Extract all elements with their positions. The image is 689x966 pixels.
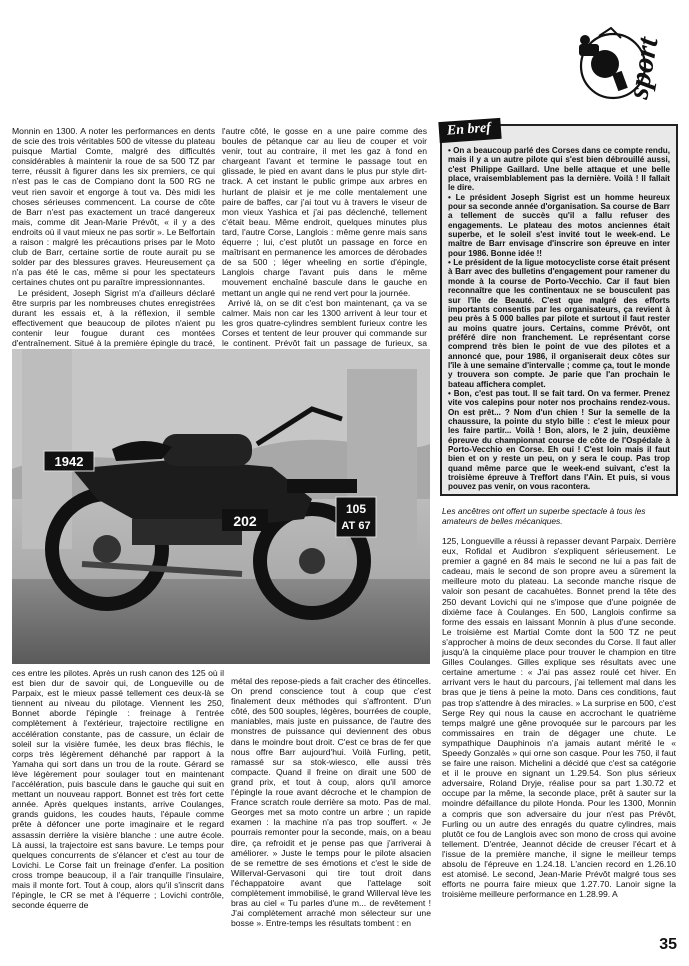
article-column-top-right xyxy=(222,126,427,378)
en-bref-box xyxy=(440,120,678,496)
page-number: 35 xyxy=(659,936,677,953)
article-paragraph: ces entre les pilotes. Après un rush canon des 125 où il est bien dur de savoir qui, de Longueville ou de Parpaix, est le mieux passé tellement ces deux-là se tiennent au niveau du pilotage. Viennent les 250, Bonnet aborde l'épingle : freinage à l'entrée complètement à l'extérieur, trajectoire rectiligne en accélération constante, pas de cassure, un éclair de soleil sur la visière fumée, les deux bras fléchis, le corps très légèrement déhanché par rapport à la Yamaha qui sort dans un trou de la route. Gérard se lève légèrement pour soulager tout en maintenant l'accélération, puis bascule dans le gauche qui suit en mettant un nouveau rapport. Bonnet est très fort cette année. Après quelques instants, arrive Coulanges, grands guidons, les coudes hauts, l'épaule comme prête à défoncer une porte imaginaire et le regard assassin derrière la visière blanche : une autre école. Là aussi, la trajectoire est sans bavure. Le temps pour quelques concurrents de s'élancer et c'est au tour de Lovichi. Le Corse fait un freinage d'enfer. La position cross trompe beaucoup, il a l'air tranquille l'insulaire, mais il monte fort. Tout à coup, alors qu'il s'inscrit dans l'épingle, le CR se met à l'équerre ; Lovichi contrôle, seconde équerre de xyxy=(12,668,224,911)
article-paragraph: Le président, Joseph Sigrist m'a d'ailleurs déclaré être surpris par les nombreuses chutes enregistrées durant les essais et, à la réflexion, il semble effectivement que beaucoup de pilotes n'aient pu contenir leur fougue durant ces montées d'entraînement. Situé à la première épingle du tracé, xyxy=(12,287,215,348)
sport-logo xyxy=(555,22,673,114)
en-bref-title: En bref xyxy=(438,118,501,143)
motorcycle-photo xyxy=(12,349,430,664)
article-column-bottom-left xyxy=(12,668,224,910)
en-bref-body xyxy=(448,146,670,492)
photo-caption: Les ancêtres ont offert un superbe spectacle à tous les amateurs de belles mécaniques. xyxy=(442,506,646,526)
plate-left-text: 1942 xyxy=(54,454,84,469)
article-column-bottom-middle xyxy=(231,676,431,928)
article-column-bottom-right xyxy=(442,536,676,899)
brief-paragraph: • On a beaucoup parlé des Corses dans ce compte rendu, mais il y a un autre pilote qui s'est bien débrouillé aussi, c'est Philippe Gaillard. Une belle attaque et une belle place, vraisemblablement pas la dernière. Voilà ! Il fallait le dire. xyxy=(448,146,670,193)
plate-right-top-text: 105 xyxy=(345,502,367,516)
article-column-top-left xyxy=(12,126,215,378)
plate-front-text: 202 xyxy=(233,513,257,529)
article-paragraph: métal des repose-pieds a fait cracher des étincelles. On prend conscience tout à coup que c'est finalement deux méthodes qui s'affrontent. D'un côté, des 500 souples, légères, bourrées de couple, maniables, mais juste en puissance, de l'autre des monstres de puissance qui deviennent des obus dans le moindre bout droit. C'est ce bras de fer que nous offre Barr aujourd'hui. Voilà Furling, petit, ramassé sur sa stok-wiesco, elle aussi très compacte. Quand il freine on dirait une 500 de grand prix, et tout à coup, alors qu'il amorce l'épingle la roue avant décroche et le champion de France scratch roule derrière sa moto. Pas de mal. Georges met sa moto contre un arbre ; un rapide examen : la machine n'a pas trop souffert. « Je pourrais remonter pour la seconde, mais, on a beau dire, ça refroidit et je pense pas que j'arriverai à améliorer. » Juste le temps pour le pilote alsacien de se remettre de ses émotions et c'est le side de Willerval-Gervasoni qui tire tout droit dans l'échappatoire avant que l'attelage soit complètement immobilisé, le grand Willerval lève les bras au ciel « Tu parles d'une m... de revêtement ! J'ai complètement arraché mon sélecteur sur une bosse ». Entre-temps les résultats tombent : en xyxy=(231,676,431,929)
article-paragraph: l'autre côté, le gosse en a une paire comme des boules de pétanque car au lieu de couper et voir venir, tout au contraire, il met les gaz à fond en chargeant l'avant et termine le passage tout en glissade, le pied en avant dans le plus pur style dirt-track. A cet instant le public grimpe aux arbres en hurlant de plaisir et je me colle mentalement une paire de baffes, car j'ai tout vu à travers le viseur de mon vieux Yashica et j'ai pas déclenché, tellement c'était beau. Même endroit, quelques minutes plus tard, l'autre Corse, Langlois : même genre mais sans équerre ; lui, c'est plutôt un passage en force en maîtrisant en permanence les amorces de dérobades de sa 500 ; léger wheeling en sortie d'épingle, Langlois charge l'avant puis dans le même mouvement enchaîné bascule dans le gauche en mettant un angle qui ne rend vert pour la journée. xyxy=(222,126,427,298)
brief-paragraph: • Le président Joseph Sigrist est un homme heureux pour sa seconde année d'organisation. Sa course de Barr a tellement de succès qu'il a fallu refuser des engagements. Le plateau des motos anciennes était superbe, et le soleil s'est invité tout le week-end. Le maître de Barr envisage d'inscrire son épreuve en inter pour 1986. Bonne idée !! xyxy=(448,192,670,258)
article-paragraph: Monnin en 1300. A noter les performances en dents de scie des trois véritables 500 de vitesse du plateau puisque Martial Comte, malgré des difficultés considérables à maintenir la roue de sa 500 TZ par terre, réussit à figurer dans les six premiers, ce qui n'est pas le cas de Compiano dont la 500 RG ne veut rien savoir et engorge à tout va. Dès midi les choses sérieuses commencent. La course de côte de Barr n'est pas exactement un tracé dangereux mais, comme dit Jean-Marie Prévôt, « il y a des endroits où il vaut mieux ne pas sortir ». Le Belfortain a raison : malgré les précautions prises par le Moto club de Barr, certaine sortie de route aurait pu se solder par des blessures graves. Heureusement ça n'a pas été le cas, même si pour les spectateurs certaines chutes ont pu paraître impressionnantes. xyxy=(12,126,215,288)
plate-right-bottom-text: AT 67 xyxy=(341,520,371,532)
article-paragraph: Arrivé là, on se dit c'est bon maintenant, ça va se calmer. Mais non car les 1300 arrivent à leur tour et les gros quatre-cylindres semblent furieux contre les Corses et tentent de leur prouver qui commande sur le continent. Prévôt fait un passage de furieux, sa xyxy=(222,297,427,348)
brief-paragraph: • Bon, c'est pas tout. Il se fait tard. On va fermer. Prenez vite vos calepins pour noter nos prochains rendez-vous. On est prêt... ? Nom d'un chien ! Sur la semelle de la chaussure, la pointe du stylo bille : c'est le mieux pour les faire partir... Voilà ! Bon, alors, le 2 juin, deuxième épreuve du championnat course de côte de l'Ospédale à Porto-Vecchio en Corse. Eh oui ! C'est loin mais il faut bien et on y reste un peu, on y sera le coup. Pas trop quand même parce que le week-end suivant, c'est la troisième épreuve à Treffort dans l'Ain. Et puis, si vous pouvez pas venir, on vous racontera. xyxy=(448,388,670,492)
sport-logo-text: sport xyxy=(621,34,665,102)
brief-paragraph: • Le président de la ligue motocycliste corse était présent à Barr avec des bulletins d'engagement pour ramener du monde à la course de Porto-Vecchio. Car il faut bien reconnaître que les continentaux ne se bousculent pas sur l'île de Beauté. C'est que malgré des efforts importants consentis par les organisateurs, ça revient à peu près à 5 000 balles par pilote et surtout il faut rester au moins quatre jours. Certains, comme Prévôt, ont préféré dire non franchement. Le représentant corse comprend très bien le point de vue des pilotes et a annoncé que, pour 1986, il organiserait deux côtes sur l'île à une semaine d'intervalle ; comme ça, tout le monde y trouvera son compte. Je parie que l'an prochain le bateau affichera complet. xyxy=(448,258,670,389)
article-paragraph: 125, Longueville a réussi à repasser devant Parpaix. Derrière eux, Rofidal et Audibron s'expliquent sérieusement. Le premier a gagné en 84 mais le second ne lui a pas fait de cadeau, mais le second de son propre aveu a sûrement la meilleure moto du plateau. La seconde manche risque de valoir son pesant de cacahuètes. Bonnet prend la tête des 250 devant Lovichi qui ne s'impose que d'une poignée de dixième face à Coulanges. En 500, Langlois confirme sa forme des essais en laissant Monnin à plus d'une seconde. Le troisième est Martial Comte dont la 500 TZ ne peut s'approcher à moins de deux secondes du Corse. Il faut aller jusqu'à la cinquième place pour trouver le champion en titre Gilles Coulanges. Gilles explique ses résultats avec une certaine amertume : « J'ai pas assez roulé cet hiver. En arrivant vers le haut du parcours, j'ai tellement mal dans les bras que je tiens à peine la moto. Dans ces conditions, faut pas trop s'attendre à des miracles. » La surprise en 500, c'est Serge Rey qui nous la cause en accrochant le quatrième temps malgré une gêne provoquée sur le parcours par les commissaires en train de dégager une chute. Le sympathique Dauphinois n'a jamais autant mérité le « Speedy Gonzalès » qui orne son casque. Pour les 750, il faut se faire une raison. Michelini a décidé que c'est sa catégorie et il le prouve en signant un 1.29.54. Son plus sérieux adversaire, Roland Dryje, réalise pour sa part 1.30.72 et occupe par la même, la seconde place, prêt à sauter sur la moindre défaillance du pilote Honda. Pour les 1300, Monnin a compris que son adversaire du jour n'est pas Prévôt, Furling ou un autre des enragés du quatre cylindres, mais plutôt ce fou de Langlois avec son mono de cross qui avoine tellement. D'entrée, Jeannot décide de creuser l'écart et à l'issue de la première manche, il signe le meilleur temps absolu de l'épreuve en 1.24.18. L'ancien record en 1.26.10 est atomisé. Le second, Jean-Marie Prévôt malgré tous ses efforts ne pourra faire mieux que 1.27.70. Lanoir signe la troisième meilleure performance en 1.28.99. A xyxy=(442,536,677,900)
